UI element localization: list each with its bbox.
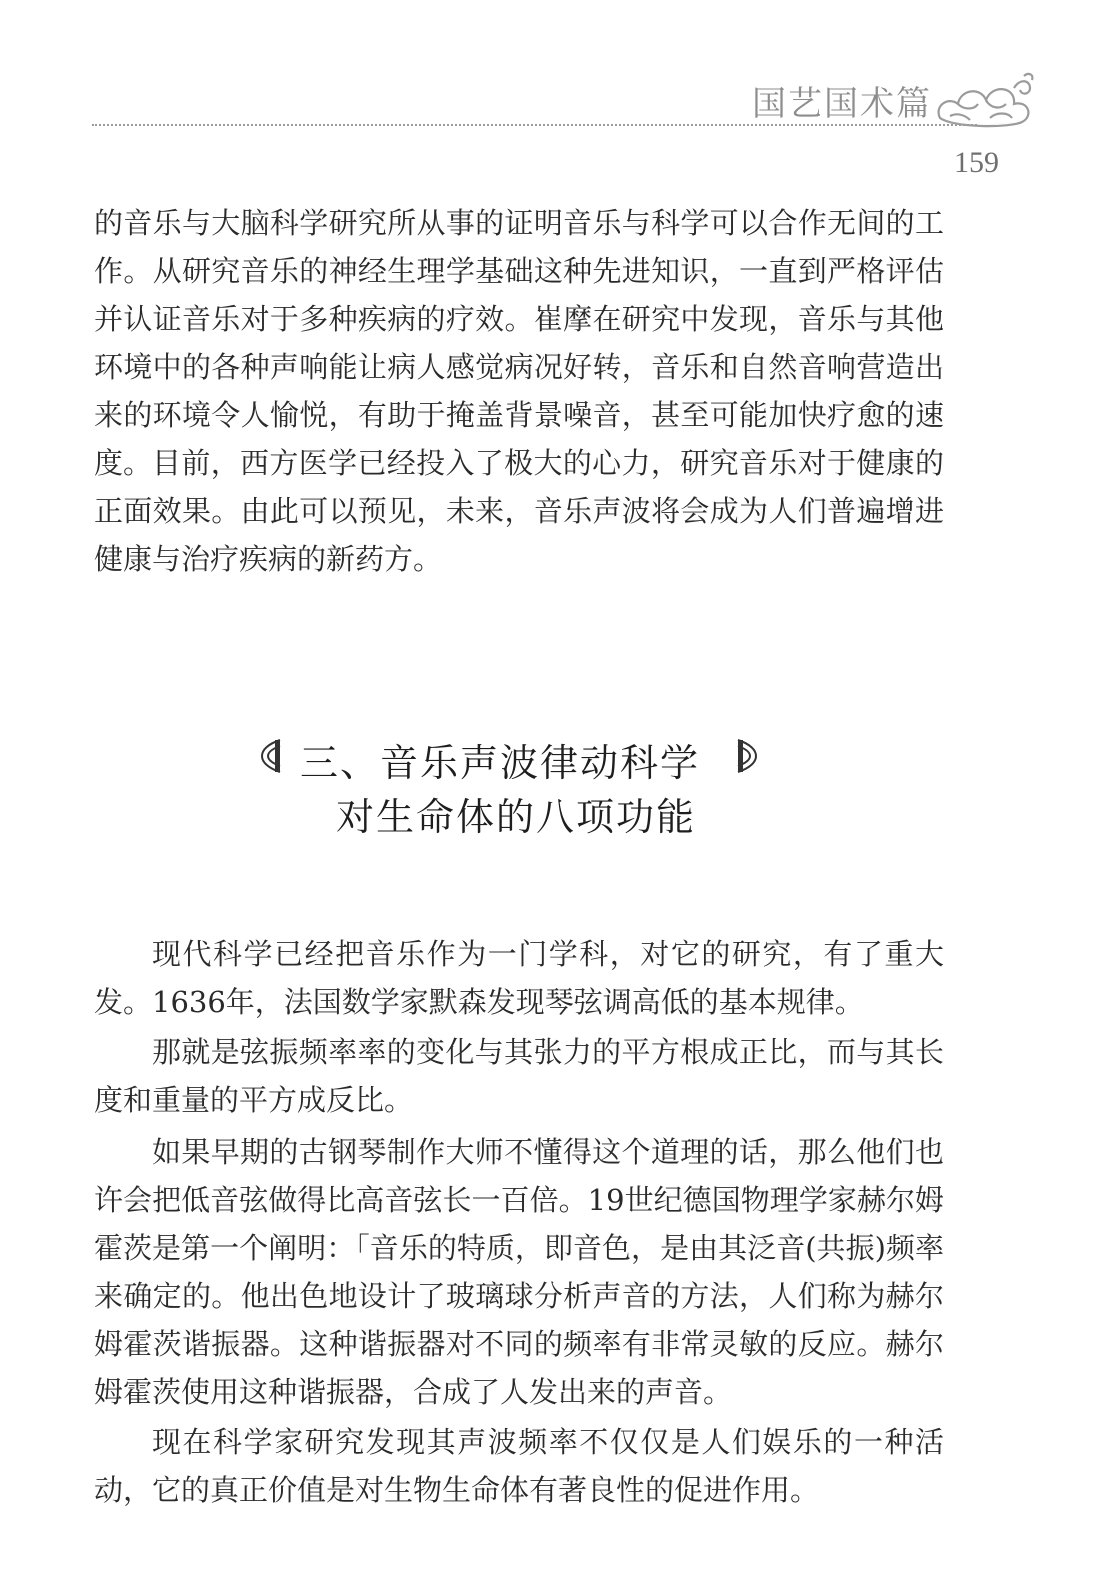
running-header bbox=[0, 0, 1100, 200]
section-heading-line-2: 对生命体的八项功能 bbox=[336, 795, 697, 839]
auspicious-cloud-icon bbox=[930, 66, 1038, 138]
scroll-ornament-icon bbox=[258, 736, 284, 776]
scroll-ornament-icon bbox=[734, 736, 760, 776]
section-name: 国艺国术篇 bbox=[752, 84, 932, 124]
section-heading-line-1: 三、音乐声波律动科学 bbox=[300, 741, 701, 785]
body-paragraph-6: 现在科学家研究发现其声波频率不仅仅是人们娱乐的一种活动，它的真正价值是对生物生命体有著良性的促进作用。 bbox=[94, 1425, 944, 1507]
body-paragraph-4: 那就是弦振频率率的变化与其张力的平方根成正比，而与其长度和重量的平方成反比。 bbox=[94, 1035, 944, 1117]
section-heading bbox=[0, 732, 1100, 852]
body-paragraph-5: 如果早期的古钢琴制作大师不懂得这个道理的话，那么他们也许会把低音弦做得比高音弦长一百倍。19世纪德国物理学家赫尔姆霍茨是第一个阐明：「音乐的特质，即音色，是由其泛音(共振)频率来确定的。他出色地设计了玻璃球分析声音的方法，人们称为赫尔姆霍茨谐振器。这种谐振器对不同的频率有非常灵敏的反应。赫尔姆霍茨使用这种谐振器，合成了人发出来的声音。 bbox=[94, 1135, 944, 1409]
body-paragraph-3: 现代科学已经把音乐作为一门学科，对它的研究，有了重大发。1636年，法国数学家默森发现琴弦调高低的基本规律。 bbox=[94, 937, 944, 1019]
body-paragraph-1: 的音乐与大脑科学研究所从事的证明音乐与科学可以合作无间的工作。从研究音乐的神经生理学基础这种先进知识，一直到严格评估并认证音乐对于多种疾病的疗效。崔摩在研究中发现，音乐与其他环境中的各种声响能让病人感觉病况好转，音乐和自然音响营造出来的环境令人愉悦，有助于掩盖背景噪音，甚至可能加快疗愈的速度。 bbox=[94, 206, 944, 480]
page-number: 159 bbox=[954, 146, 999, 179]
body-paragraph-2: 目前，西方医学已经投入了极大的心力，研究音乐对于健康的正面效果。由此可以预见，未来，音乐声波将会成为人们普遍增进健康与治疗疾病的新药方。 bbox=[94, 446, 944, 576]
header-rule bbox=[92, 124, 977, 126]
